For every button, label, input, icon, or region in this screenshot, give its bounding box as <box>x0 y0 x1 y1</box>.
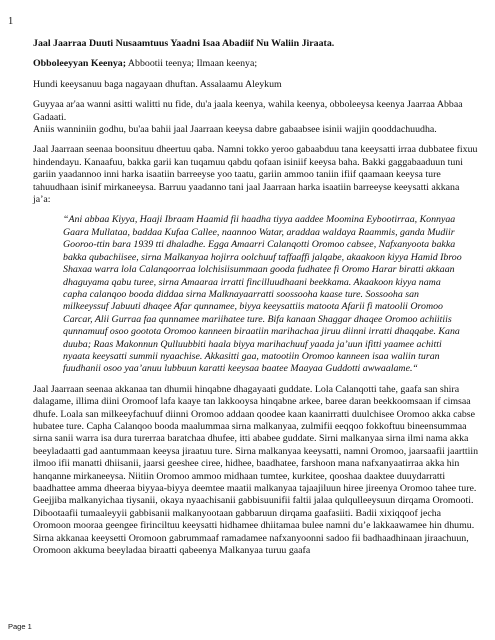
paragraph-purpose: Guyyaa ar'aa wanni asitti walitti nu fide, du'a jaala keenya, wahila keenya, obboleeysa keenya Jaarraa Abbaa Gadaati. <box>33 99 463 123</box>
greeting-rest: Abbootii teenya; Ilmaan keenya; <box>126 58 258 70</box>
greeting-paragraph <box>33 58 479 70</box>
paragraph-welcome: Hundi keeysanuu baga nagayaan dhuftan. Assalaamu Aleykum <box>33 78 282 90</box>
paragraph-purpose-cont: Aniis wanniniin godhu, bu'aa bahii jaal Jaarraan keeysa dabre gabaabsee isinii wajjin qooddachuudha. <box>33 124 437 136</box>
memoir-quote: “Ani abbaa Kiyya, Haaji Ibraam Haamid fii haadha tiyya aaddee Moomina Eybootirraa, Konnyaa Gaara Mullataa, baddaa Kufaa Callee, naannoo Watar, araddaa waldaya Raammis, ganda Mudiir Gooroo-ttin bara 1939 tti dhaladhe. Egga Amaarri Calanqotti Oromoo cabsee, Nafxanyoota bakka bakka qubachiisee, sirna Malkanyaa hojirra oolchuuf taffaaffi jalqabe, akaakoon kiyya Hamid Ibroo Shaxaa warra lola Calanqoorraa lolchisiisummaan gooda fudhatee fi Oromo Harar biratti akkaan dhaguyama qabu turee, sirna Amaaraa irratti fincilluudhaani beekkama. Akaakoon kiyya nama capha calanqoo booda diddaa sirna Malknayaarratti soossooha kaase ture. Sossooha san milkeeyssuf Jabuuti dhaqee Afar qunnamee, biyya keeysattiis matoota Afarii fi matoolii Oromoo Carcar, Alii Gurraa faa qunnamee mariihatee ture. Bifa kanaan Shaggar dhaqee Oromoo achiitiis qunnamuuf osoo gootota Oromoo kanneen biraatiin marihachaa jiruu diinni irratti dhaqqabe. Kana duuba; Raas Makonnun Qulluubbiti haala biyya marihachuuf yaada ja’uun ifitti yaamee achitti nyaata keeysatti summii nyaachise. Akkasitti gaa, matootiin Oromoo kanneen isaa waliin turan fuudhanii osoo yaa’anuu lubbuun karatti keeysaa baatee Maayaa Guddotti awwaalame.“ <box>63 214 462 375</box>
greeting-bold: Obboleeyyan Keenya; <box>33 58 126 70</box>
document-title: Jaal Jaarraa Duuti Nusaamtuus Yaadni Isaa Abadiif Nu Waliin Jiraata. <box>33 38 335 49</box>
document-body <box>33 38 479 557</box>
paragraph-history: Jaal Jaarraan seenaa boonsituu dheertuu qaba. Namni tokko yeroo gabaabduu tana keeysatti irraa dubbatee fixuu hindendayu. Kanaafuu, bakka garii kan tuqamuu qabdu qofaan isiniif keeysa baha. Bakki gaggabaaduun tuni gariin yaadannoo inni harka isaatiin barreeyse yoo taatu, gariin ammoo taniin ifiif qaamaan keeysa ture tahuudhaan isinif mirkaneeysa. Barruu yaadanno tani jaal Jaarraan harka isaatiin barreeyse keeysatti akkana ja’a: <box>33 144 478 206</box>
paragraph-malkanyaa: Jaal Jaarraan seenaa akkanaa tan dhumii hinqabne dhagayaati guddate. Lola Calanqotti tahe, gaafa san shira dalagame, illima diini Oromoof lafa kaaye tan lakkooysa hinqabne arkee, baree daran beekkoomsaan if cimsaa dhufe. Loala san milkeeyfachuuf diinni Oromoo addaan qoodee kaan kaanirratti duulchisee Oromoo akka cabse hubatee ture. Capha Calanqoo booda maalummaa sirna malkanyaa, zulmifii eeqqoo fokkoftuu bineensummaa sirna sanii warra isa dura turerraa baratchaa dhufee, itti ababee guddate. Sirni malkanyaa sirna ilmi nama akka beeyladaatti gad aantummaan keeysa jiraatuu ture. Sirna malkanyaa keeysatti, namni Oromoo, jaarsaafii jaarttiin ilmoo ifii manatti dhiisanii, jaarsi geeshee ciree, hidhee, baadhatee, farshoon mana nafxanyaatirraa akka hin hanqanne mirkaneeysa. Niitiin Oromoo ammoo midhaan tumtee, kurkitee, qooshaa daaktee duuydarratti baadhattee amma dheeraa biyyaa-biyya deemtee maatii malkanyaa tajaajiluun hiree jireenya Oromoo tahee ture. Geejjiba malkanyichaa tiysanii, okaya nyaachisanii gabbisuunifii faltii jalaa qulqulleeysuun dirqama Oromooti. Dibootaafii tumaaleyyii gabbisanii malkanyootaan gabbaruun dirqama gaafasiiti. Badii xixiqqoof jecha Oromoon mooraa geengee firinciltuu keeysatti hidhamee dhiitamaa bulee namni du’e lakkaawamee hin dhumu. Sirna akkanaa keeysetti Oromoon gabrummaaf ramadamee nafxanyoonni sadoo fii badhaadhinaan jiraachuun, Oromoon akkuma beeyladaa biraatti qabeenya Malkanyaa turuu gaafa <box>33 383 479 557</box>
page-number-top: 1 <box>8 16 14 27</box>
page-footer: Page 1 <box>8 622 32 631</box>
